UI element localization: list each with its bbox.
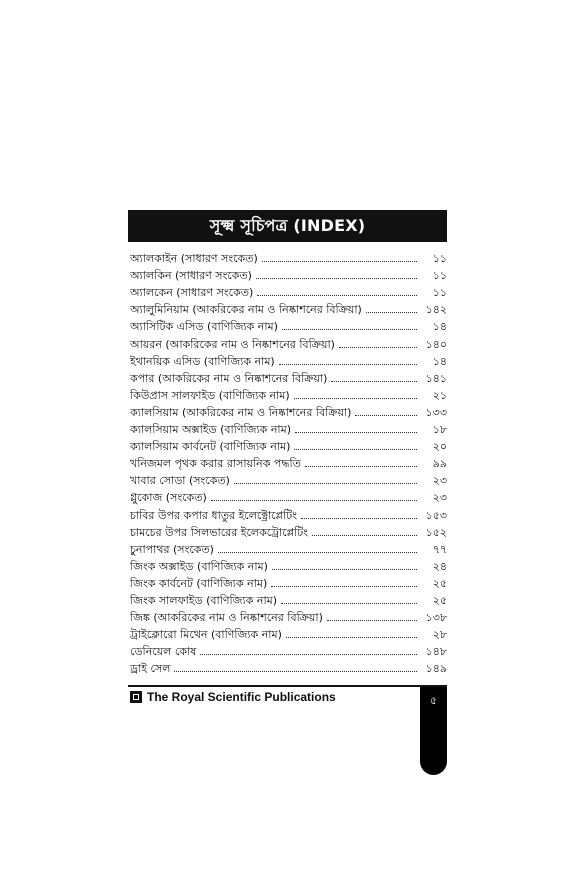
index-entry [130, 608, 447, 625]
dot-leader [294, 449, 417, 450]
index-entry [130, 642, 447, 659]
publisher-logo-icon [130, 691, 142, 703]
entry-page: ১৪০ [425, 337, 447, 351]
entry-name: ট্রাইক্লোরো মিথেন (বাণিজ্যিক নাম) [130, 628, 282, 642]
index-entry [130, 386, 447, 403]
entry-name: ইথানয়িক এসিড (বাণিজ্যিক নাম) [130, 354, 275, 368]
entry-name: খাবার সোডা (সংকেত) [130, 474, 230, 488]
entry-page: ১৪১ [425, 371, 447, 385]
entry-page: ১১ [432, 252, 447, 266]
index-entry [130, 352, 447, 369]
index-entry [130, 523, 447, 540]
dot-leader [339, 347, 417, 348]
index-entry [130, 334, 447, 351]
dot-leader [272, 569, 417, 570]
entry-page: ১৫২ [425, 525, 447, 539]
entry-page: ১১ [432, 269, 447, 283]
dot-leader [294, 398, 417, 399]
index-entry [130, 317, 447, 334]
entry-page: ১৩৩ [425, 405, 447, 419]
index-entry [130, 471, 447, 488]
dot-leader [174, 671, 417, 672]
index-entry [130, 454, 447, 471]
entry-name: অ্যাসিটিক এসিড (বাণিজ্যিক নাম) [130, 320, 278, 334]
dot-leader [271, 586, 417, 587]
entry-page: ১৫৩ [425, 508, 447, 522]
entry-name: চাবির উপর কপার ধাতুর ইলেক্ট্রোপ্লেটিং [130, 508, 297, 522]
dot-leader [312, 535, 417, 536]
dot-leader [327, 620, 417, 621]
index-entry [130, 540, 447, 557]
dot-leader [366, 312, 417, 313]
entry-page: ১৮ [432, 423, 447, 437]
entry-name: অ্যালকিন (সাধারণ সংকেত) [130, 269, 252, 283]
dot-leader [234, 483, 417, 484]
entry-name: চামচের উপর সিলভারের ইলেকট্রোপ্লেটিং [130, 525, 308, 539]
publisher-name: The Royal Scientific Publications [147, 690, 336, 704]
index-entry [130, 591, 447, 608]
entry-page: ১৪৮ [425, 645, 447, 659]
dot-leader [256, 278, 417, 279]
dot-leader [295, 432, 417, 433]
index-title: সূক্ষ্ম সূচিপত্র (INDEX) [209, 215, 366, 235]
index-entry [130, 266, 447, 283]
index-entry [130, 437, 447, 454]
entry-page: ২৩ [432, 474, 447, 488]
dot-leader [257, 295, 417, 296]
entry-name: অ্যালুমিনিয়াম (আকরিকের নাম ও নিষ্কাশনের বিক্রিয়া) [130, 303, 362, 317]
index-entry [130, 300, 447, 317]
dot-leader [355, 415, 417, 416]
entry-name: চুনাপাথর (সংকেত) [130, 542, 214, 556]
entry-name: খনিজমল পৃথক করার রাসায়নিক পদ্ধতি [130, 457, 301, 471]
dot-leader [305, 466, 417, 467]
index-entry [130, 557, 447, 574]
entry-name: অ্যালকাইন (সাধারণ সংকেত) [130, 252, 258, 266]
dot-leader [211, 500, 417, 501]
index-entry [130, 625, 447, 642]
entry-name: জিঙ্ক (আকরিকের নাম ও নিষ্কাশনের বিক্রিয়া) [130, 611, 323, 625]
entry-name: জিংক কার্বনেট (বাণিজ্যিক নাম) [130, 576, 268, 590]
entry-page: ১৪ [432, 320, 447, 334]
footer [130, 690, 336, 704]
footer-divider [128, 685, 447, 687]
entry-name: ডেনিয়েল কোষ [130, 645, 197, 659]
index-entry [130, 249, 447, 266]
entry-page: ৭৭ [432, 542, 447, 556]
entry-name: কিউপ্রাস সালফাইড (বাণিজ্যিক নাম) [130, 388, 290, 402]
dot-leader [281, 603, 417, 604]
dot-leader [286, 637, 417, 638]
index-entry [130, 283, 447, 300]
dot-leader [262, 261, 417, 262]
index-list [130, 249, 447, 676]
entry-name: জিংক অক্সাইড (বাণিজ্যিক নাম) [130, 559, 268, 573]
entry-name: ক্যালসিয়াম অক্সাইড (বাণিজ্যিক নাম) [130, 423, 292, 437]
index-entry [130, 574, 447, 591]
page-tab [420, 687, 447, 775]
entry-page: ১১ [432, 286, 447, 300]
index-entry [130, 505, 447, 522]
entry-page: ১৪৯ [425, 662, 447, 676]
entry-name: অ্যালকেন (সাধারণ সংকেত) [130, 286, 254, 300]
entry-page: ২১ [432, 388, 447, 402]
entry-name: ক্যালসিয়াম কার্বনেট (বাণিজ্যিক নাম) [130, 440, 291, 454]
dot-leader [218, 552, 417, 553]
dot-leader [279, 364, 417, 365]
entry-page: ২৩ [432, 491, 447, 505]
index-entry [130, 403, 447, 420]
entry-name: জিংক সালফাইড (বাণিজ্যিক নাম) [130, 593, 278, 607]
entry-page: ১৩৮ [425, 611, 447, 625]
dot-leader [331, 381, 417, 382]
entry-page: ২৫ [432, 593, 447, 607]
entry-name: ড্রাই সেল [130, 662, 171, 676]
index-entry [130, 488, 447, 505]
entry-page: ৯৯ [432, 457, 447, 471]
entry-name: গ্লুকোজ (সংকেত) [130, 491, 207, 505]
entry-name: কপার (আকরিকের নাম ও নিষ্কাশনের বিক্রিয়া) [130, 371, 328, 385]
entry-page: ২০ [432, 440, 447, 454]
index-entry [130, 659, 447, 676]
entry-page: ২৪ [432, 559, 447, 573]
entry-page: ১৪২ [425, 303, 447, 317]
entry-name: ক্যালসিয়াম (আকরিকের নাম ও নিষ্কাশনের বিক্রিয়া) [130, 405, 352, 419]
entry-name: আয়রন (আকরিকের নাম ও নিষ্কাশনের বিক্রিয়া) [130, 337, 335, 351]
page-number: ৫ [429, 694, 438, 707]
index-entry [130, 369, 447, 386]
entry-page: ১৪ [432, 354, 447, 368]
index-title-banner [128, 210, 447, 242]
index-entry [130, 420, 447, 437]
entry-page: ২৮ [432, 628, 447, 642]
dot-leader [282, 329, 417, 330]
dot-leader [301, 518, 417, 519]
dot-leader [200, 654, 417, 655]
entry-page: ২৫ [432, 576, 447, 590]
